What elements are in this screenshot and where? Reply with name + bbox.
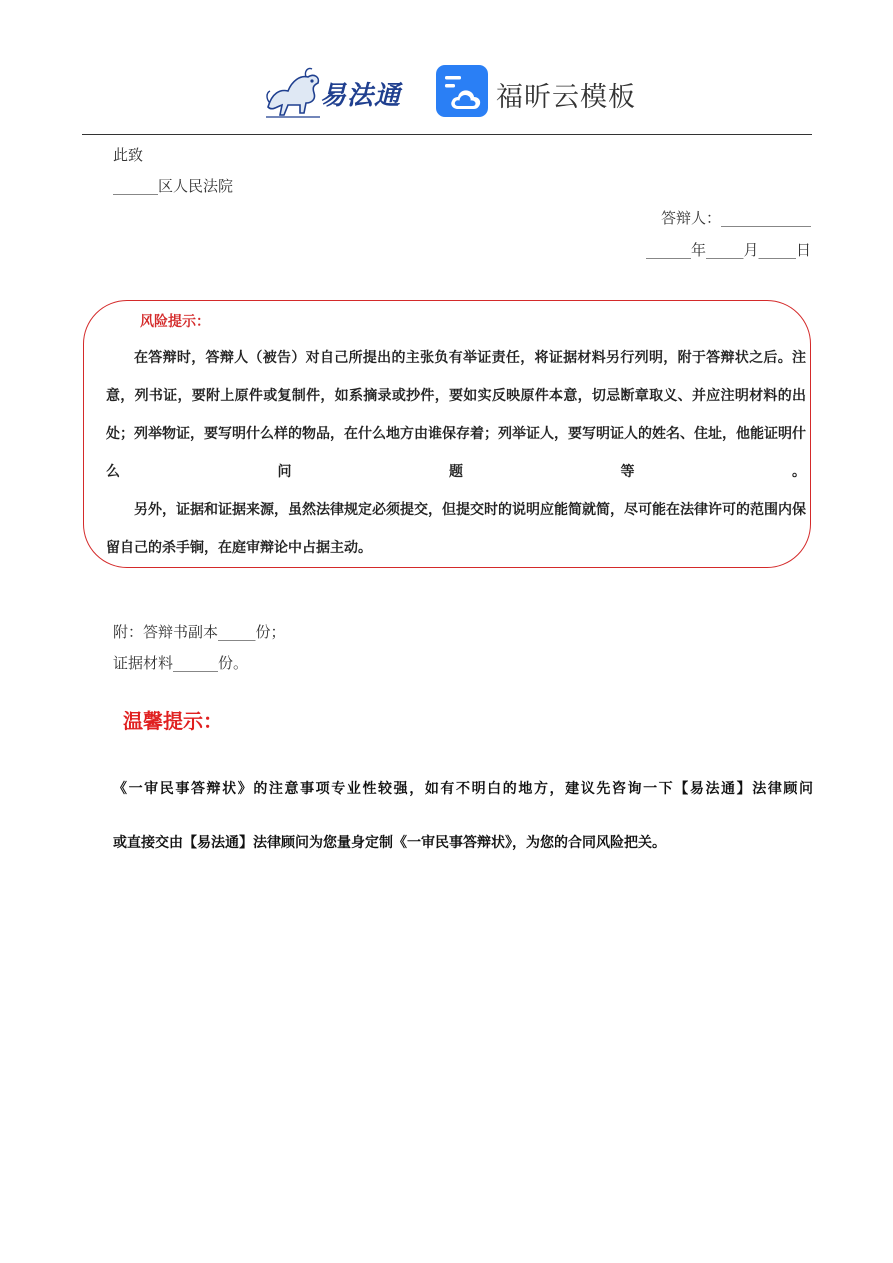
yifatong-logo (262, 63, 422, 119)
risk-notice-body (106, 339, 806, 567)
warm-tip-line-2: 或直接交由【易法通】法律顾问为您量身定制《一审民事答辩状》，为您的合同风险把关。 (113, 835, 666, 851)
foxit-template-logo (436, 65, 646, 121)
risk-paragraph-2: 另外，证据和证据来源，虽然法律规定必须提交，但提交时的说明应能简就简，尽可能在法律许可的范围内保留自己的杀手锏，在庭审辩论中占据主动。 (106, 502, 806, 556)
cloud-document-icon (436, 65, 488, 117)
warm-tip-title: 温馨提示： (123, 709, 223, 733)
page-header (0, 55, 893, 125)
header-divider (82, 134, 812, 135)
risk-paragraph-1: 在答辩时，答辩人（被告）对自己所提出的主张负有举证责任，将证据材料另行列明，附于答辩状之后。注意，列书证，要附上原件或复制件，如系摘录或抄件，要如实反映原件本意，切忌断章取义、并应注明材料的出处；列举物证，要写明什么样的物品，在什么地方由谁保存着；列举证人，要写明证人的姓名、住址，他能证明什么问题等。 (106, 350, 806, 480)
signature-date: ______年_____月_____日 (645, 241, 811, 259)
attachment-copies: 附：答辩书副本_____份； (113, 623, 286, 641)
warm-tip-body (113, 762, 813, 870)
warm-tip-line-1: 《一审民事答辩状》的注意事项专业性较强，如有不明白的地方，建议先咨询一下【易法通】法律顾问 (113, 781, 813, 797)
foxit-brand-text: 福昕云模板 (496, 82, 636, 113)
risk-notice-title: 风险提示： (140, 314, 210, 330)
yifatong-brand-text: 易法通 (320, 81, 402, 111)
salutation: 此致 (113, 146, 144, 164)
court-name: ______区人民法院 (113, 177, 234, 195)
respondent-signature: 答辩人：____________ (660, 209, 811, 227)
attachment-evidence: 证据材料______份。 (113, 654, 249, 672)
qilin-mascot-icon (262, 63, 324, 119)
